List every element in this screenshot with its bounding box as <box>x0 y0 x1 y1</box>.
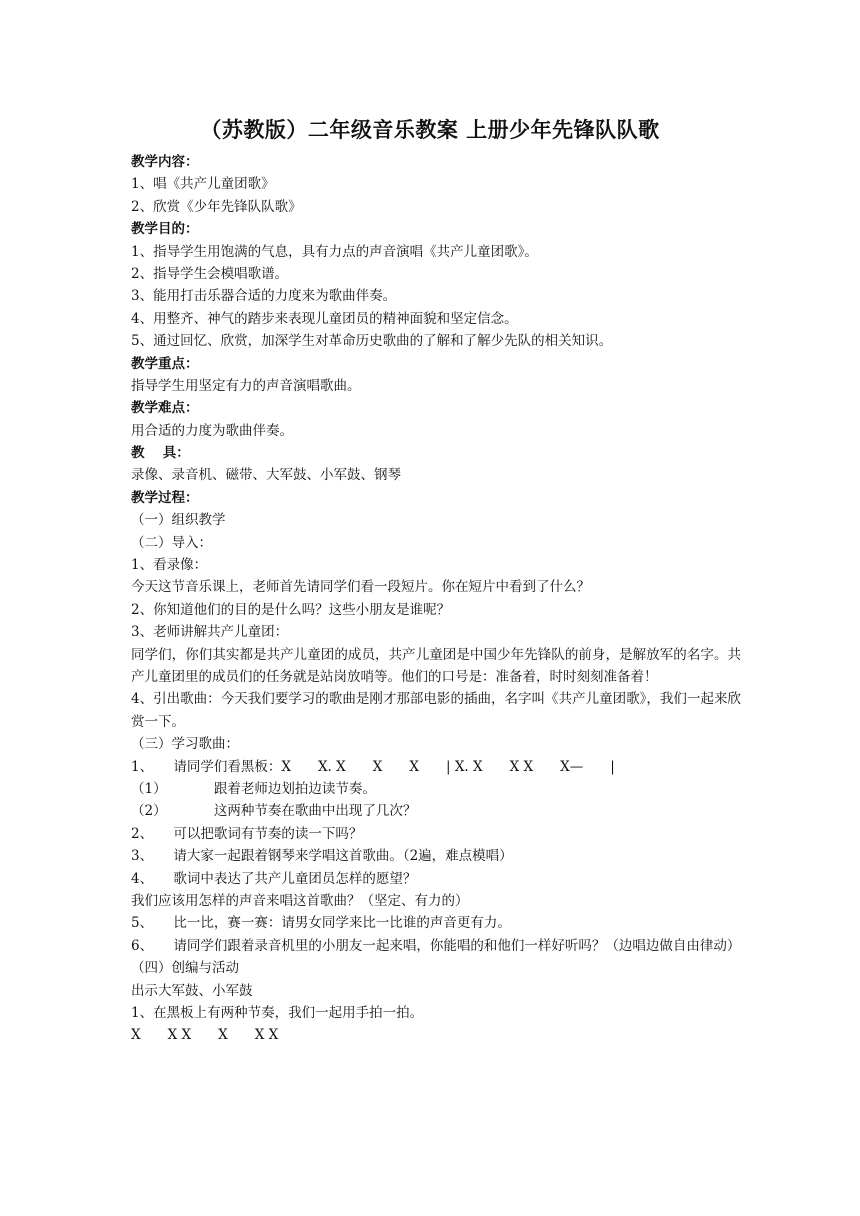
process-section-4: （四）创编与活动 <box>131 960 239 977</box>
intro-step-3-text: 同学们，你们其实都是共产儿童团的成员，共产儿童团是中国少年先锋队的前身，是解放军的名字。共产儿童团里的成员们的任务就是站岗放哨等。他们的口号是：准备着，时时刻刻准备着！ <box>131 646 741 685</box>
teaching-tools-text: 录像、录音机、磁带、大军鼓、小军鼓、钢琴 <box>131 467 401 484</box>
activity-step-1: 1、在黑板上有两种节奏，我们一起用手拍一拍。 <box>131 1004 424 1021</box>
intro-step-1-text: 今天这节音乐课上，老师首先请同学们看一段短片。你在短片中看到了什么？ <box>131 579 590 596</box>
rhythm-notation: X X X X X X <box>131 1027 279 1044</box>
intro-step-1: 1、看录像： <box>131 557 208 574</box>
song-step-4-text: 我们应该用怎样的声音来唱这首歌曲？（坚定、有力的） <box>131 892 469 909</box>
goal-item-5: 5、通过回忆、欣赏，加深学生对革命历史歌曲的了解和了解少先队的相关知识。 <box>131 333 613 350</box>
heading-teaching-goals: 教学目的： <box>131 221 199 238</box>
heading-difficulties: 教学难点： <box>131 400 199 417</box>
intro-step-3: 3、老师讲解共产儿童团： <box>131 624 289 641</box>
process-section-1: （一）组织教学 <box>131 512 226 529</box>
intro-step-2: 2、你知道他们的目的是什么吗？这些小朋友是谁呢？ <box>131 601 451 618</box>
song-step-4: 4、 歌词中表达了共产儿童团员怎样的愿望？ <box>131 870 417 887</box>
content-item-2: 2、欣赏《少年先锋队队歌》 <box>131 198 302 215</box>
goal-item-1: 1、指导学生用饱满的气息，具有力点的声音演唱《共产儿童团歌》。 <box>131 243 538 260</box>
heading-teaching-process: 教学过程： <box>131 489 199 506</box>
song-step-1: 1、 请同学们看黑板：X X. X X X | X. X X X X— | <box>131 758 615 775</box>
process-section-2: （二）导入： <box>131 534 212 551</box>
activity-intro: 出示大军鼓、小军鼓 <box>131 982 253 999</box>
song-step-5: 5、 比一比，赛一赛：请男女同学来比一比谁的声音更有力。 <box>131 915 511 932</box>
song-step-1-sub-2: （2） 这两种节奏在歌曲中出现了几次？ <box>131 803 417 820</box>
difficulties-text: 用合适的力度为歌曲伴奏。 <box>131 422 293 439</box>
song-step-6: 6、 请同学们跟着录音机里的小朋友一起来唱，你能唱的和他们一样好听吗？（边唱边做自由律动） <box>131 937 741 954</box>
heading-teaching-tools: 教 具： <box>131 445 190 462</box>
song-step-2: 2、 可以把歌词有节奏的读一下吗？ <box>131 825 363 842</box>
document-title: （苏教版）二年级音乐教案 上册少年先锋队队歌 <box>200 118 660 142</box>
goal-item-2: 2、指导学生会模唱歌谱。 <box>131 265 289 282</box>
heading-teaching-content: 教学内容： <box>131 154 199 170</box>
heading-key-points: 教学重点： <box>131 355 199 372</box>
goal-item-4: 4、用整齐、神气的踏步来表现儿童团员的精神面貌和坚定信念。 <box>131 310 518 327</box>
process-section-3: （三）学习歌曲： <box>131 736 239 753</box>
song-step-1-sub-1: （1） 跟着老师边划拍边读节奏。 <box>131 781 376 797</box>
key-points-text: 指导学生用坚定有力的声音演唱歌曲。 <box>131 377 361 394</box>
song-step-3: 3、 请大家一起跟着钢琴来学唱这首歌曲。（2遍，难点模唱） <box>131 848 513 865</box>
goal-item-3: 3、能用打击乐器合适的力度来为歌曲伴奏。 <box>131 288 397 305</box>
document-body <box>131 151 741 1047</box>
intro-step-4: 4、引出歌曲：今天我们要学习的歌曲是刚才那部电影的插曲，名字叫《共产儿童团歌》，我们一起来欣赏一下。 <box>131 691 741 730</box>
content-item-1: 1、唱《共产儿童团歌》 <box>131 176 275 193</box>
